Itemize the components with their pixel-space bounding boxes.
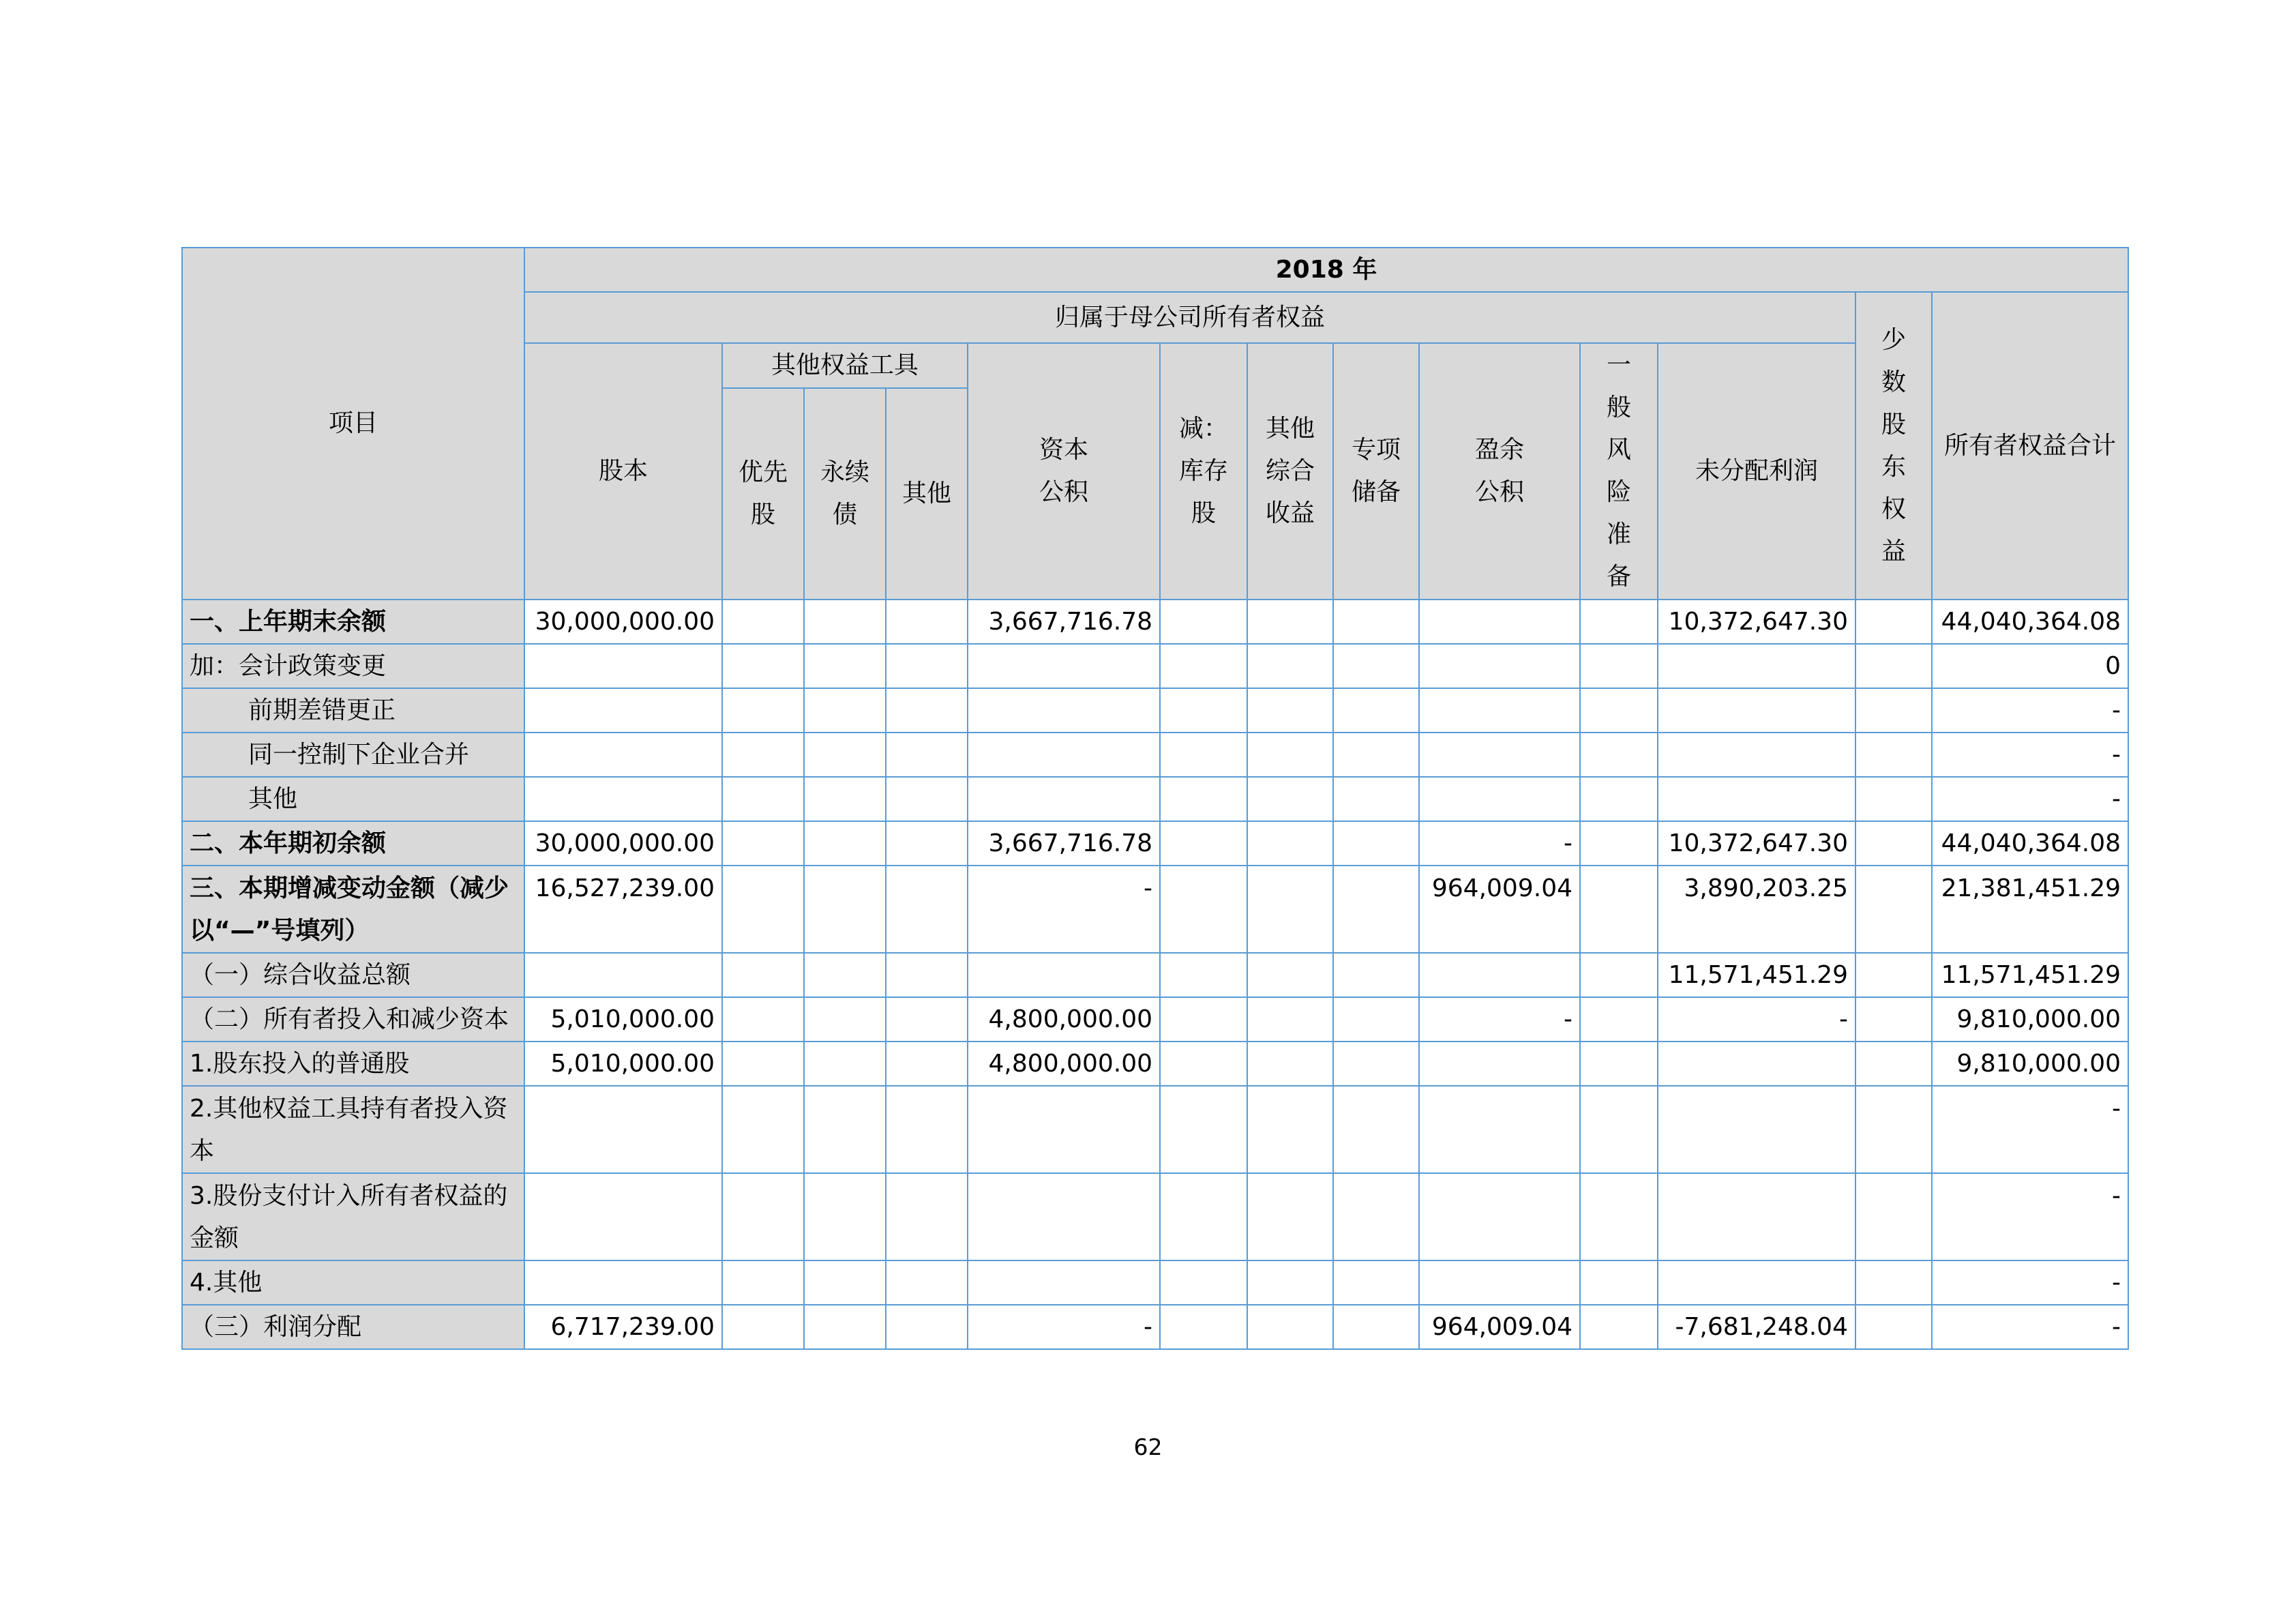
header-parent-group: 归属于母公司所有者权益 xyxy=(524,292,1855,343)
row-label: 同一控制下企业合并 xyxy=(182,733,524,777)
value-cell xyxy=(722,777,804,821)
value-cell xyxy=(1855,866,1932,953)
value-cell xyxy=(1247,777,1333,821)
table-row xyxy=(182,733,2128,777)
header-perpetual: 永续债 xyxy=(804,388,886,600)
value-cell xyxy=(1580,777,1658,821)
value-cell xyxy=(886,688,968,733)
value-cell xyxy=(524,733,722,777)
value-cell xyxy=(1160,1086,1247,1173)
table-row xyxy=(182,953,2128,997)
value-cell xyxy=(524,953,722,997)
value-cell xyxy=(1333,777,1419,821)
value-cell xyxy=(1160,821,1247,866)
value-cell xyxy=(886,644,968,688)
value-cell xyxy=(804,777,886,821)
value-cell xyxy=(1247,821,1333,866)
row-label: 其他 xyxy=(182,777,524,821)
value-cell xyxy=(1160,953,1247,997)
value-cell xyxy=(1580,1305,1658,1349)
value-cell xyxy=(1855,821,1932,866)
value-cell: - xyxy=(1932,1260,2128,1305)
row-label: 1.股东投入的普通股 xyxy=(182,1042,524,1086)
value-cell xyxy=(1580,644,1658,688)
value-cell: 11,571,451.29 xyxy=(1658,953,1855,997)
value-cell xyxy=(1160,733,1247,777)
value-cell xyxy=(1333,997,1419,1042)
value-cell xyxy=(1419,777,1580,821)
value-cell xyxy=(722,600,804,644)
value-cell xyxy=(968,733,1160,777)
value-cell: 5,010,000.00 xyxy=(524,997,722,1042)
value-cell xyxy=(1247,1086,1333,1173)
table-row xyxy=(182,600,2128,644)
table-row xyxy=(182,777,2128,821)
value-cell xyxy=(1580,1260,1658,1305)
value-cell xyxy=(1855,1042,1932,1086)
value-cell xyxy=(1419,644,1580,688)
value-cell: - xyxy=(1932,1086,2128,1173)
value-cell xyxy=(1247,866,1333,953)
value-cell xyxy=(804,1173,886,1260)
header-undistributed: 未分配利润 xyxy=(1658,343,1855,600)
value-cell xyxy=(1333,644,1419,688)
header-minority: 少数股东权益 xyxy=(1855,292,1932,600)
value-cell xyxy=(722,1305,804,1349)
value-cell xyxy=(1419,733,1580,777)
value-cell xyxy=(1333,688,1419,733)
value-cell xyxy=(1419,688,1580,733)
value-cell xyxy=(804,1260,886,1305)
table-row xyxy=(182,821,2128,866)
header-surplus: 盈余公积 xyxy=(1419,343,1580,600)
value-cell xyxy=(1333,733,1419,777)
value-cell xyxy=(722,644,804,688)
value-cell xyxy=(1247,1305,1333,1349)
row-label: 4.其他 xyxy=(182,1260,524,1305)
value-cell xyxy=(886,733,968,777)
value-cell: 964,009.04 xyxy=(1419,866,1580,953)
value-cell: 44,040,364.08 xyxy=(1932,600,2128,644)
table-row xyxy=(182,1173,2128,1260)
value-cell: 4,800,000.00 xyxy=(968,1042,1160,1086)
value-cell xyxy=(1160,644,1247,688)
value-cell xyxy=(1580,1042,1658,1086)
value-cell xyxy=(1855,600,1932,644)
value-cell xyxy=(1333,1305,1419,1349)
value-cell xyxy=(524,1260,722,1305)
value-cell: - xyxy=(968,1305,1160,1349)
value-cell xyxy=(886,777,968,821)
value-cell: 10,372,647.30 xyxy=(1658,600,1855,644)
table-row xyxy=(182,1042,2128,1086)
header-special-reserve: 专项储备 xyxy=(1333,343,1419,600)
table-row xyxy=(182,644,2128,688)
value-cell xyxy=(968,688,1160,733)
value-cell: 30,000,000.00 xyxy=(524,821,722,866)
value-cell: - xyxy=(968,866,1160,953)
value-cell xyxy=(1580,600,1658,644)
header-total: 所有者权益合计 xyxy=(1932,292,2128,600)
page-number: 62 xyxy=(1133,1434,1163,1460)
value-cell xyxy=(1658,1042,1855,1086)
value-cell xyxy=(968,644,1160,688)
value-cell xyxy=(1160,688,1247,733)
value-cell: 3,890,203.25 xyxy=(1658,866,1855,953)
value-cell xyxy=(1419,600,1580,644)
value-cell xyxy=(524,777,722,821)
value-cell: 9,810,000.00 xyxy=(1932,1042,2128,1086)
value-cell xyxy=(1247,997,1333,1042)
value-cell xyxy=(1247,1173,1333,1260)
value-cell xyxy=(1855,997,1932,1042)
row-label: 3.股份支付计入所有者权益的金额 xyxy=(182,1173,524,1260)
value-cell: 4,800,000.00 xyxy=(968,997,1160,1042)
value-cell xyxy=(1580,997,1658,1042)
value-cell xyxy=(1160,600,1247,644)
value-cell xyxy=(1855,1260,1932,1305)
value-cell xyxy=(968,1260,1160,1305)
value-cell xyxy=(1855,777,1932,821)
header-general-risk: 一般风险准备 xyxy=(1580,343,1658,600)
value-cell: - xyxy=(1419,997,1580,1042)
value-cell xyxy=(1247,953,1333,997)
value-cell xyxy=(1658,1086,1855,1173)
value-cell xyxy=(1580,733,1658,777)
value-cell xyxy=(1658,688,1855,733)
value-cell xyxy=(886,1173,968,1260)
value-cell: - xyxy=(1932,1305,2128,1349)
value-cell xyxy=(804,1086,886,1173)
value-cell xyxy=(804,688,886,733)
value-cell xyxy=(1580,688,1658,733)
value-cell xyxy=(722,997,804,1042)
table-row xyxy=(182,1305,2128,1349)
value-cell: 6,717,239.00 xyxy=(524,1305,722,1349)
value-cell xyxy=(1580,1173,1658,1260)
value-cell xyxy=(1333,1042,1419,1086)
row-label: （三）利润分配 xyxy=(182,1305,524,1349)
value-cell xyxy=(1160,1042,1247,1086)
value-cell xyxy=(1333,1260,1419,1305)
value-cell: - xyxy=(1932,688,2128,733)
value-cell xyxy=(524,688,722,733)
value-cell xyxy=(1247,1042,1333,1086)
header-other-instrument: 其他 xyxy=(886,388,968,600)
value-cell xyxy=(1658,1173,1855,1260)
value-cell xyxy=(1160,866,1247,953)
value-cell xyxy=(722,1260,804,1305)
value-cell xyxy=(804,821,886,866)
value-cell xyxy=(1333,866,1419,953)
value-cell xyxy=(886,866,968,953)
value-cell: 5,010,000.00 xyxy=(524,1042,722,1086)
value-cell xyxy=(1160,777,1247,821)
row-label: （一）综合收益总额 xyxy=(182,953,524,997)
header-year: 2018 年 xyxy=(524,248,2128,292)
value-cell xyxy=(1247,644,1333,688)
value-cell xyxy=(524,1086,722,1173)
value-cell xyxy=(722,953,804,997)
value-cell xyxy=(1855,688,1932,733)
value-cell xyxy=(1160,997,1247,1042)
value-cell xyxy=(722,733,804,777)
equity-change-table xyxy=(181,247,2129,1350)
header-item: 项目 xyxy=(182,248,524,600)
value-cell: 30,000,000.00 xyxy=(524,600,722,644)
value-cell xyxy=(886,1260,968,1305)
value-cell xyxy=(1580,866,1658,953)
row-label: 2.其他权益工具持有者投入资本 xyxy=(182,1086,524,1173)
value-cell: 21,381,451.29 xyxy=(1932,866,2128,953)
value-cell xyxy=(968,953,1160,997)
header-oci: 其他综合收益 xyxy=(1247,343,1333,600)
header-capital-reserve: 资本公积 xyxy=(968,343,1160,600)
value-cell xyxy=(804,997,886,1042)
value-cell xyxy=(886,1042,968,1086)
value-cell xyxy=(1855,733,1932,777)
value-cell xyxy=(886,1086,968,1173)
value-cell xyxy=(804,1305,886,1349)
value-cell xyxy=(1333,600,1419,644)
value-cell xyxy=(1855,953,1932,997)
value-cell xyxy=(804,866,886,953)
value-cell xyxy=(804,733,886,777)
value-cell xyxy=(886,821,968,866)
value-cell xyxy=(1419,1042,1580,1086)
row-label: 二、本年期初余额 xyxy=(182,821,524,866)
value-cell xyxy=(1333,953,1419,997)
value-cell xyxy=(722,1042,804,1086)
value-cell: 3,667,716.78 xyxy=(968,821,1160,866)
value-cell: - xyxy=(1932,733,2128,777)
header-share-capital: 股本 xyxy=(524,343,722,600)
value-cell xyxy=(1658,777,1855,821)
value-cell xyxy=(1580,1086,1658,1173)
value-cell xyxy=(804,600,886,644)
value-cell xyxy=(886,997,968,1042)
value-cell xyxy=(886,1305,968,1349)
value-cell xyxy=(1419,953,1580,997)
row-label: 一、上年期末余额 xyxy=(182,600,524,644)
value-cell xyxy=(1855,644,1932,688)
value-cell xyxy=(1580,821,1658,866)
row-label: 三、本期增减变动金额（减少以“—”号填列） xyxy=(182,866,524,953)
table-row xyxy=(182,866,2128,953)
value-cell xyxy=(722,866,804,953)
value-cell: 16,527,239.00 xyxy=(524,866,722,953)
value-cell: 0 xyxy=(1932,644,2128,688)
value-cell xyxy=(968,1173,1160,1260)
value-cell xyxy=(804,953,886,997)
header-other-equity-group: 其他权益工具 xyxy=(722,343,968,388)
header-treasury: 减：库存股 xyxy=(1160,343,1247,600)
value-cell xyxy=(1658,1260,1855,1305)
value-cell xyxy=(968,1086,1160,1173)
value-cell xyxy=(968,777,1160,821)
value-cell xyxy=(722,1086,804,1173)
value-cell xyxy=(1247,688,1333,733)
value-cell: - xyxy=(1932,777,2128,821)
value-cell xyxy=(1580,953,1658,997)
table-row xyxy=(182,997,2128,1042)
value-cell xyxy=(886,953,968,997)
value-cell xyxy=(886,600,968,644)
value-cell: - xyxy=(1419,821,1580,866)
value-cell xyxy=(1658,644,1855,688)
value-cell: 964,009.04 xyxy=(1419,1305,1580,1349)
value-cell xyxy=(524,1173,722,1260)
header-preferred: 优先股 xyxy=(722,388,804,600)
value-cell xyxy=(1247,600,1333,644)
value-cell: 9,810,000.00 xyxy=(1932,997,2128,1042)
value-cell: 10,372,647.30 xyxy=(1658,821,1855,866)
value-cell xyxy=(1247,1260,1333,1305)
value-cell xyxy=(722,1173,804,1260)
value-cell: - xyxy=(1932,1173,2128,1260)
value-cell xyxy=(1160,1173,1247,1260)
value-cell: 3,667,716.78 xyxy=(968,600,1160,644)
value-cell xyxy=(1855,1173,1932,1260)
value-cell xyxy=(804,644,886,688)
value-cell xyxy=(1419,1173,1580,1260)
value-cell xyxy=(1419,1260,1580,1305)
value-cell xyxy=(1247,733,1333,777)
value-cell xyxy=(1333,821,1419,866)
value-cell: -7,681,248.04 xyxy=(1658,1305,1855,1349)
value-cell: 44,040,364.08 xyxy=(1932,821,2128,866)
value-cell xyxy=(1855,1305,1932,1349)
value-cell xyxy=(1160,1260,1247,1305)
table-row xyxy=(182,688,2128,733)
table-row xyxy=(182,1260,2128,1305)
value-cell xyxy=(1419,1086,1580,1173)
value-cell xyxy=(1333,1086,1419,1173)
value-cell xyxy=(722,821,804,866)
row-label: 加：会计政策变更 xyxy=(182,644,524,688)
value-cell xyxy=(524,644,722,688)
value-cell xyxy=(1658,733,1855,777)
row-label: 前期差错更正 xyxy=(182,688,524,733)
value-cell xyxy=(722,688,804,733)
value-cell xyxy=(1160,1305,1247,1349)
value-cell: - xyxy=(1658,997,1855,1042)
row-label: （二）所有者投入和减少资本 xyxy=(182,997,524,1042)
value-cell xyxy=(804,1042,886,1086)
value-cell xyxy=(1855,1086,1932,1173)
value-cell: 11,571,451.29 xyxy=(1932,953,2128,997)
value-cell xyxy=(1333,1173,1419,1260)
table-row xyxy=(182,1086,2128,1173)
